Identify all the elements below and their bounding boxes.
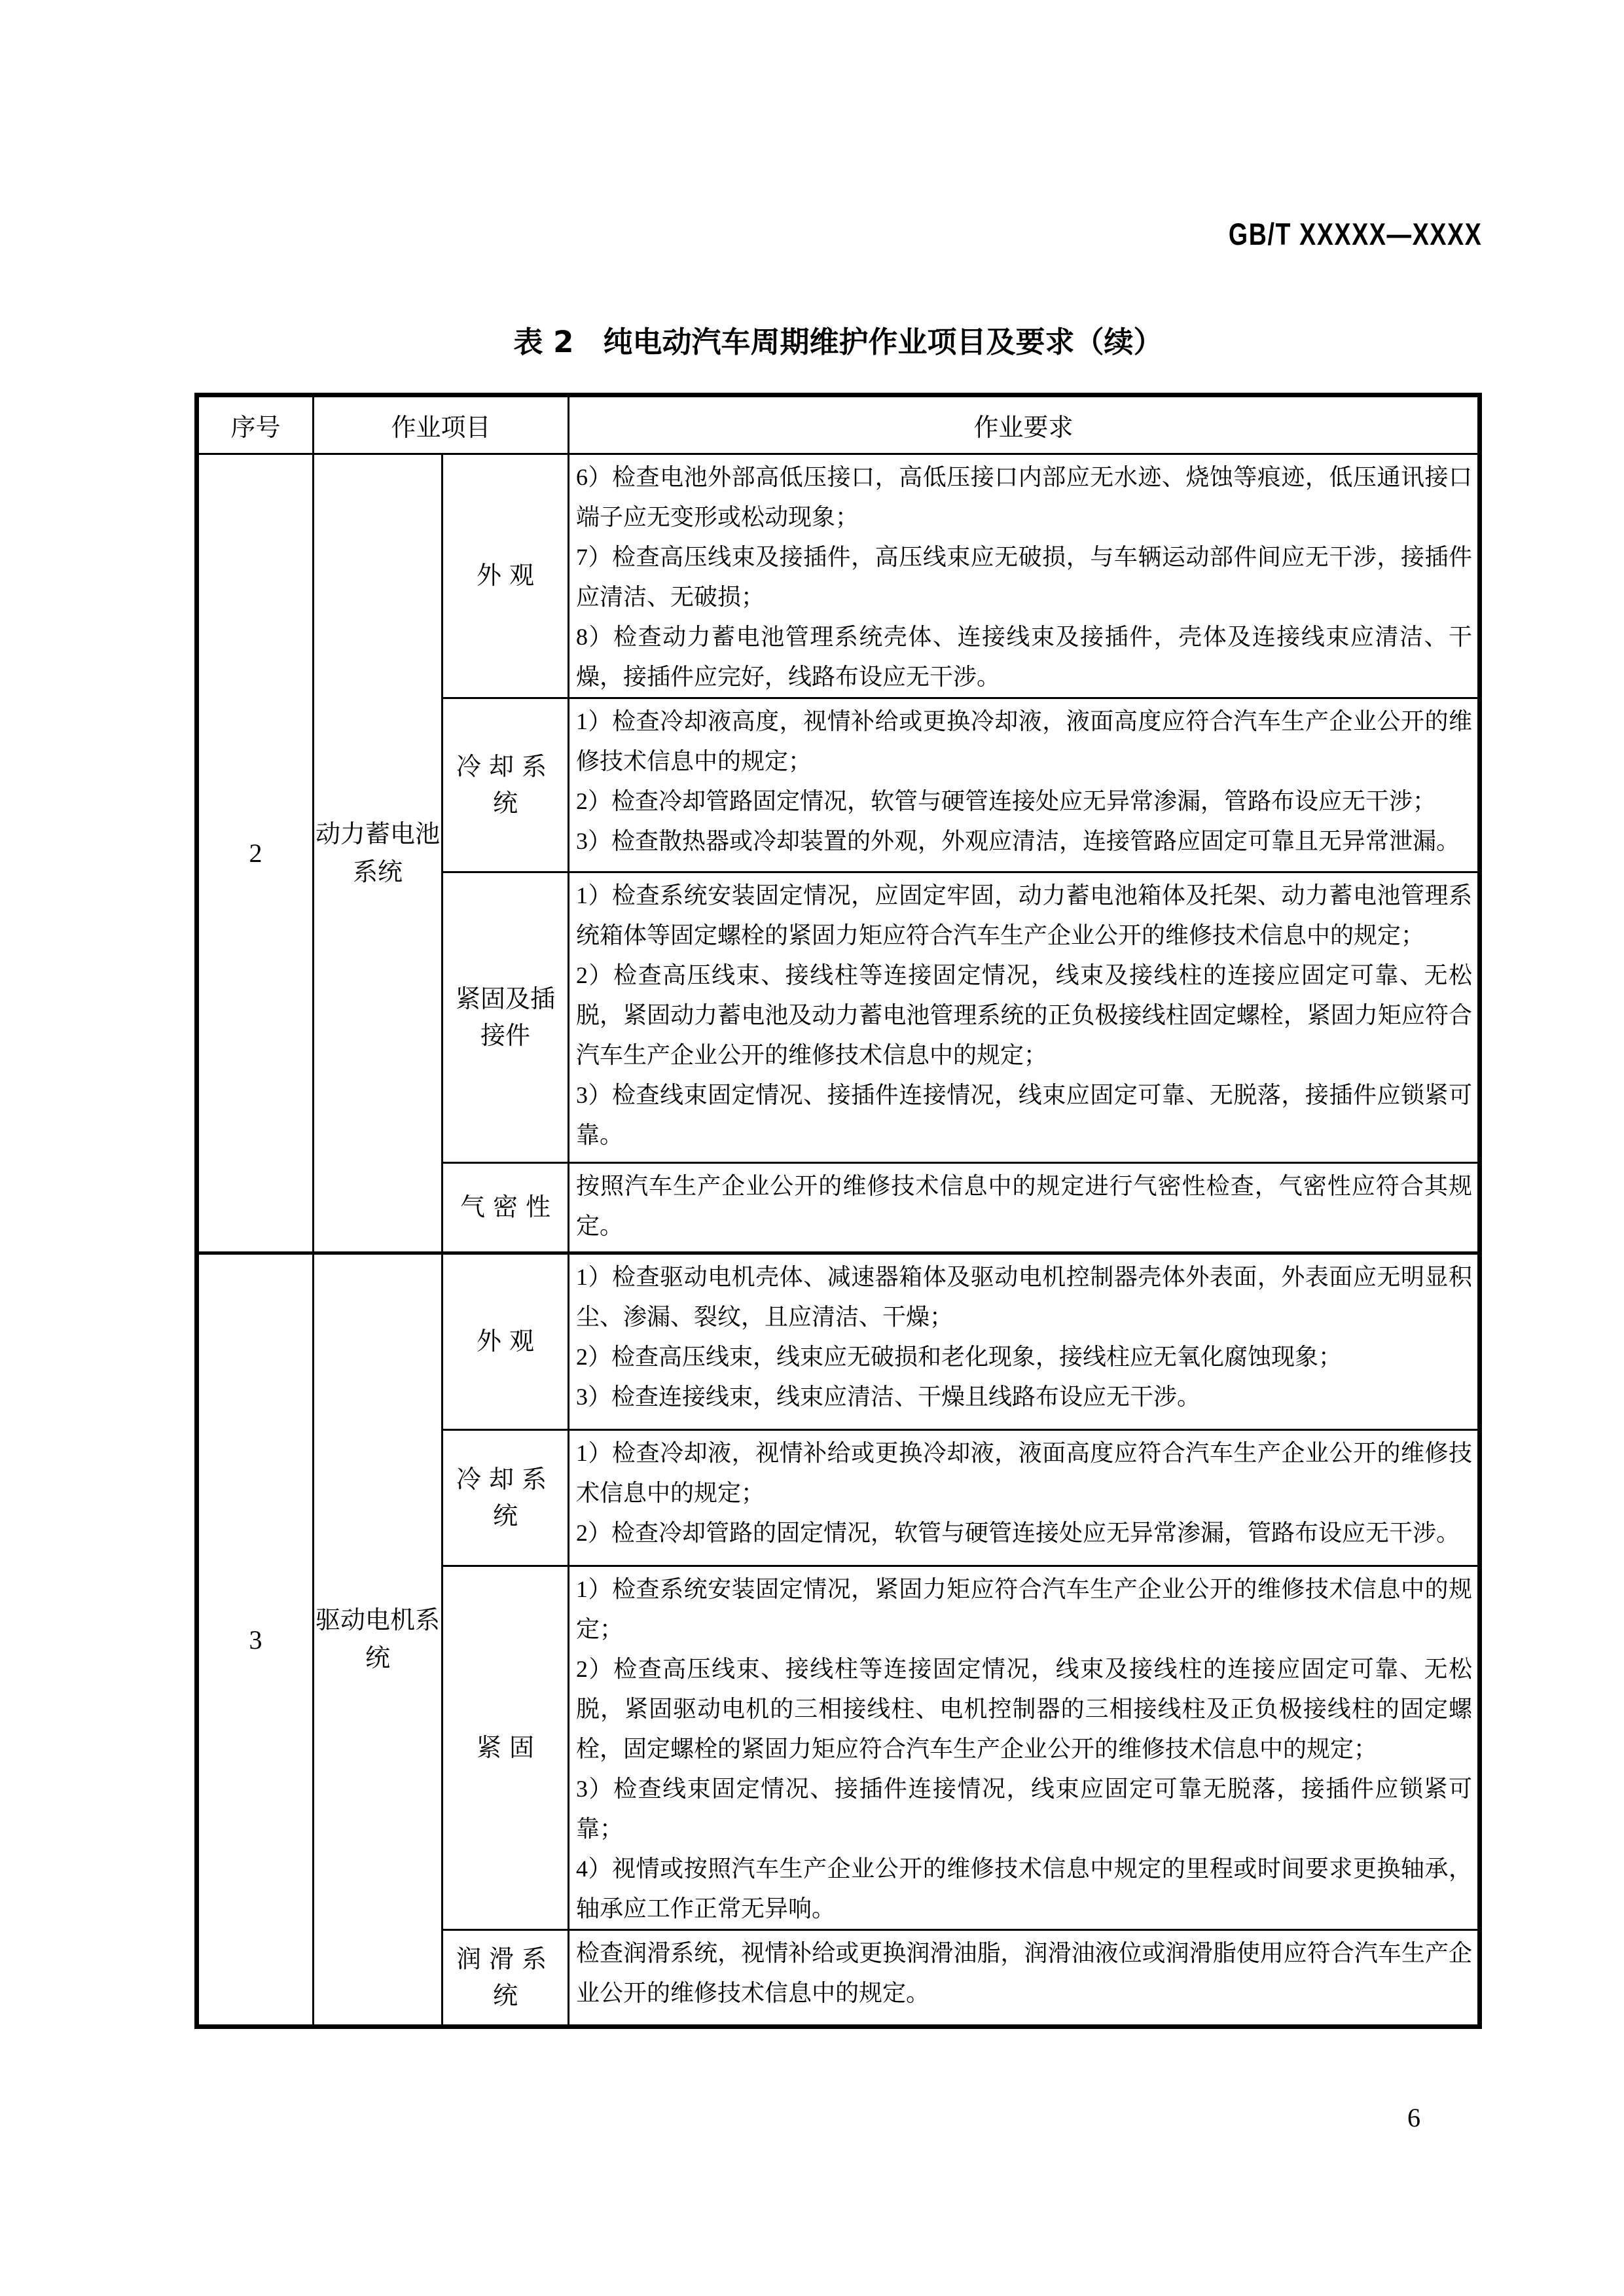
sub-item-cell xyxy=(442,1566,569,1930)
requirement-text: 2）检查高压线束、接线柱等连接固定情况，线束及接线柱的连接应固定可靠、无松脱，紧固动力蓄电池及动力蓄电池管理系统的正负极接线柱固定螺栓，紧固力矩应符合汽车生产企业公开的维修技术信息中的规定； xyxy=(576,962,1473,1068)
sub-item-cell xyxy=(442,1430,569,1566)
table-row xyxy=(197,454,1480,698)
sub-item-cell xyxy=(442,1253,569,1430)
page-number: 6 xyxy=(1407,2103,1420,2132)
requirement-text: 1）检查冷却液，视情补给或更换冷却液，液面高度应符合汽车生产企业公开的维修技术信息中的规定； xyxy=(576,1440,1473,1506)
table-header xyxy=(197,395,1480,454)
requirement-text: 2）检查高压线束，线束应无破损和老化现象，接线柱应无氧化腐蚀现象； xyxy=(576,1344,1343,1370)
column-header-requirement: 作业要求 xyxy=(569,395,1480,454)
item-cell: 驱动电机系统 xyxy=(314,1253,442,2027)
requirement-cell xyxy=(569,698,1480,872)
item-cell: 动力蓄电池系统 xyxy=(314,454,442,1253)
requirement-cell xyxy=(569,1163,1480,1253)
column-header-item: 作业项目 xyxy=(314,395,569,454)
requirement-text: 8）检查动力蓄电池管理系统壳体、连接线束及接插件，壳体及连接线束应清洁、干燥，接插件应完好，线路布设应无干涉。 xyxy=(576,624,1473,690)
requirement-cell xyxy=(569,1566,1480,1930)
table-body xyxy=(197,454,1480,2027)
sub-item-label: 外观 xyxy=(477,1328,543,1355)
sub-item-cell xyxy=(442,872,569,1163)
requirement-text: 检查润滑系统，视情补给或更换润滑油脂，润滑油液位或润滑脂使用应符合汽车生产企业公开的维修技术信息中的规定。 xyxy=(576,1940,1473,2006)
requirement-text: 3）检查散热器或冷却装置的外观，外观应清洁，连接管路应固定可靠且无异常泄漏。 xyxy=(576,828,1460,854)
sub-item-cell xyxy=(442,1163,569,1253)
sub-item-label: 外观 xyxy=(477,562,543,590)
table-row xyxy=(197,1253,1480,1430)
sub-item-label: 冷却系统 xyxy=(456,753,555,817)
requirement-cell xyxy=(569,1253,1480,1430)
requirement-text: 按照汽车生产企业公开的维修技术信息中的规定进行气密性检查，气密性应符合其规定。 xyxy=(576,1173,1473,1239)
requirement-text: 3）检查线束固定情况、接插件连接情况，线束应固定可靠无脱落，接插件应锁紧可靠； xyxy=(576,1776,1473,1842)
requirement-cell xyxy=(569,1930,1480,2027)
sub-item-cell xyxy=(442,1930,569,2027)
requirement-text: 2）检查冷却管路固定情况，软管与硬管连接处应无异常渗漏，管路布设应无干涉； xyxy=(576,788,1437,814)
sub-item-label: 冷却系统 xyxy=(456,1465,555,1530)
requirement-text: 6）检查电池外部高低压接口，高低压接口内部应无水迹、烧蚀等痕迹，低压通讯接口端子应无变形或松动现象； xyxy=(576,464,1473,530)
column-header-seq: 序号 xyxy=(197,395,314,454)
requirement-text: 4）视情或按照汽车生产企业公开的维修技术信息中规定的里程或时间要求更换轴承，轴承应工作正常无异响。 xyxy=(576,1856,1473,1922)
requirement-text: 3）检查线束固定情况、接插件连接情况，线束应固定可靠、无脱落，接插件应锁紧可靠。 xyxy=(576,1082,1473,1148)
sub-item-label: 紧固及插接件 xyxy=(456,985,556,1050)
maintenance-table xyxy=(194,393,1482,2029)
table-header-row xyxy=(197,395,1480,454)
requirement-text: 3）检查连接线束，线束应清洁、干燥且线路布设应无干涉。 xyxy=(576,1384,1201,1410)
requirement-text: 1）检查系统安装固定情况，应固定牢固，动力蓄电池箱体及托架、动力蓄电池管理系统箱体等固定螺栓的紧固力矩应符合汽车生产企业公开的维修技术信息中的规定； xyxy=(576,882,1473,948)
requirement-text: 2）检查冷却管路的固定情况，软管与硬管连接处应无异常渗漏，管路布设应无干涉。 xyxy=(576,1520,1460,1546)
sub-item-label: 气密性 xyxy=(460,1194,559,1221)
requirement-cell xyxy=(569,454,1480,698)
table-title: 表 2 纯电动汽车周期维护作业项目及要求（续） xyxy=(513,325,1163,359)
sub-item-cell xyxy=(442,454,569,698)
requirement-text: 1）检查冷却液高度，视情补给或更换冷却液，液面高度应符合汽车生产企业公开的维修技术信息中的规定； xyxy=(576,708,1473,774)
requirement-text: 1）检查系统安装固定情况，紧固力矩应符合汽车生产企业公开的维修技术信息中的规定； xyxy=(576,1576,1473,1642)
seq-cell: 2 xyxy=(197,454,314,1253)
requirement-text: 1）检查驱动电机壳体、减速器箱体及驱动电机控制器壳体外表面，外表面应无明显积尘、渗漏、裂纹，且应清洁、干燥； xyxy=(576,1264,1473,1330)
requirement-cell xyxy=(569,1430,1480,1566)
sub-item-label: 紧固 xyxy=(477,1734,543,1762)
requirement-cell xyxy=(569,872,1480,1163)
requirement-text: 2）检查高压线束、接线柱等连接固定情况，线束及接线柱的连接应固定可靠、无松脱，紧固驱动电机的三相接线柱、电机控制器的三相接线柱及正负极接线柱的固定螺栓，固定螺栓的紧固力矩应符合汽车生产企业公开的维修技术信息中的规定； xyxy=(576,1656,1473,1762)
requirement-text: 7）检查高压线束及接插件，高压线束应无破损，与车辆运动部件间应无干涉，接插件应清洁、无破损； xyxy=(576,544,1473,610)
sub-item-cell xyxy=(442,698,569,872)
sub-item-label: 润滑系统 xyxy=(456,1945,555,2010)
standard-code-header: GB/T XXXXX—XXXX xyxy=(1228,217,1482,251)
seq-cell: 3 xyxy=(197,1253,314,2027)
